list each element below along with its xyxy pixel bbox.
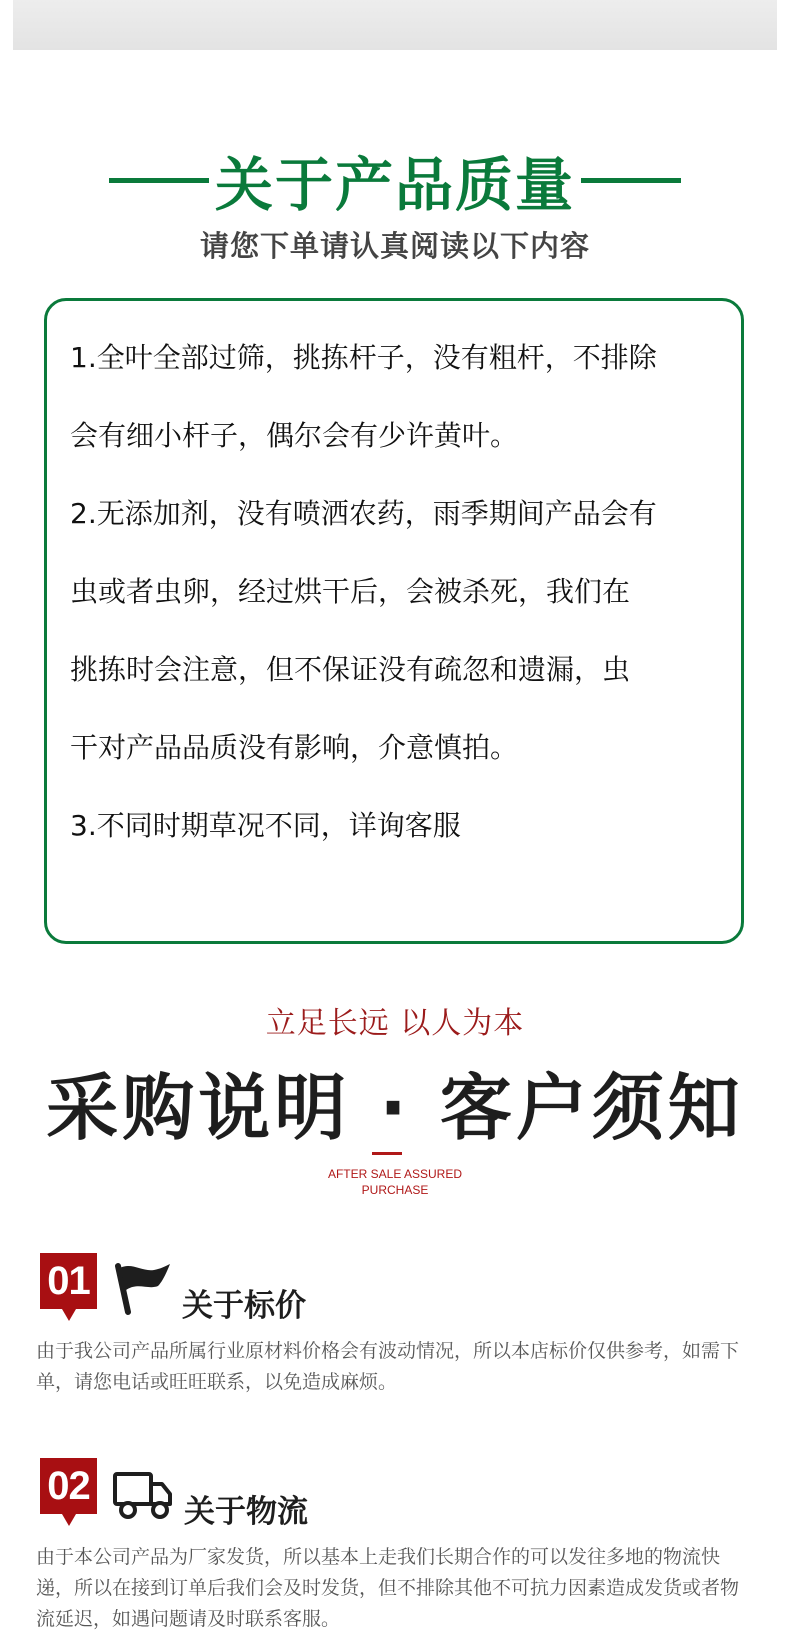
- quality-notice-box: [44, 298, 744, 944]
- after-sale-caption: [0, 1166, 790, 1198]
- quality-heading: [0, 138, 790, 222]
- top-banner-strip: [13, 0, 777, 50]
- flag-icon: [112, 1262, 172, 1316]
- quality-subtitle: 请您下单请认真阅读以下内容: [199, 229, 590, 263]
- section-body: 由于我公司产品所属行业原材料价格会有波动情况，所以本店标价仅供参考，如需下单，请您电话或旺旺联系，以免造成麻烦。: [36, 1340, 740, 1393]
- section-title: 关于标价: [182, 1288, 306, 1324]
- heading-dash-right: [581, 178, 681, 183]
- notice-line: 会有细小杆子，偶尔会有少许黄叶。: [70, 419, 519, 452]
- after-sale-line2: PURCHASE: [361, 1183, 429, 1197]
- divider-rule: [372, 1152, 402, 1155]
- notice-line: 1.全叶全部过筛，挑拣杆子，没有粗杆，不排除: [70, 341, 657, 374]
- after-sale-line1: AFTER SALE ASSURED: [327, 1167, 463, 1181]
- notice-line: 干对产品品质没有影响，介意慎拍。: [70, 731, 519, 764]
- section-number-badge: 02: [40, 1458, 97, 1514]
- notice-line: 2.无添加剂，没有喷洒农药，雨季期间产品会有: [70, 497, 657, 530]
- motto: 立足长远 以人为本: [265, 1006, 525, 1041]
- section-body: 由于本公司产品为厂家发货，所以基本上走我们长期合作的可以发往多地的物流快递，所以在接到订单后我们会及时发货，但不排除其他不可抗力因素造成发货或者物流延迟，如遇问题请及时联系客服。: [36, 1546, 740, 1630]
- quality-title: 关于产品质量: [214, 151, 575, 219]
- heading-dash-left: [109, 178, 209, 183]
- notice-line: 3.不同时期草况不同，详询客服: [70, 809, 461, 842]
- notice-line: 挑拣时会注意，但不保证没有疏忽和遗漏，虫: [70, 653, 631, 686]
- section-number-badge: 01: [40, 1253, 97, 1309]
- purchase-title: 采购说明 · 客户须知: [46, 1066, 744, 1150]
- truck-icon: [112, 1470, 174, 1522]
- section-title: 关于物流: [184, 1494, 308, 1530]
- notice-line: 虫或者虫卵，经过烘干后，会被杀死，我们在: [70, 575, 631, 608]
